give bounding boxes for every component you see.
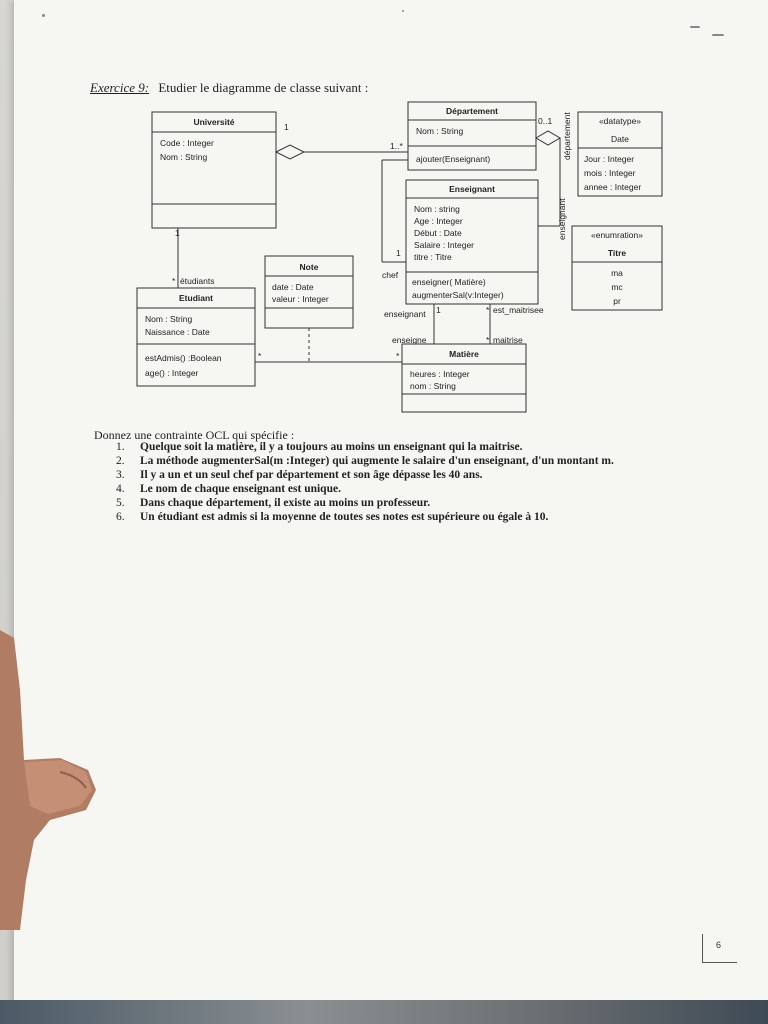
class-attribute: Code : Integer [160,138,214,148]
question-item: 6. Un étudiant est admis si la moyenne de toutes ses notes est supérieure ou égale à 10. [116,511,549,523]
role-label-vertical: enseignant [557,198,567,240]
page-number: 6 [716,940,722,950]
class-attribute: Nom : String [416,126,464,136]
class-attribute: Nom : String [160,152,208,162]
exercise-label: Exercice 9: [90,80,150,95]
class-operation: augmenterSal(v:Integer) [412,290,504,300]
role-label: chef [382,270,399,280]
role-label: étudiants [180,276,215,286]
multiplicity-label: 0..1 [538,116,553,126]
exercise-instruction: Etudier le diagramme de classe suivant : [158,80,369,95]
class-attribute: valeur : Integer [272,294,329,304]
departement-class-name: Département [446,106,498,116]
class-diagram [0,0,768,430]
question-item: 2. La méthode augmenterSal(m :Integer) qui augmente le salaire d'un enseignant, d'un montant m. [116,455,614,467]
background-fabric [0,1000,768,1024]
class-attribute: Nom : string [414,204,460,214]
role-label: enseignant [384,309,426,319]
class-attribute: Salaire : Integer [414,240,475,250]
aggregation-diamond [536,131,560,145]
enum-literal: ma [611,268,623,278]
multiplicity-label: 1 [396,248,401,258]
class-attribute: Jour : Integer [584,154,635,164]
multiplicity-label: 1 [284,122,289,132]
universite-class-box [152,112,276,228]
class-operation: enseigner( Matière) [412,277,486,287]
role-label-vertical: département [562,112,572,160]
etudiant-class-name: Etudiant [179,293,213,303]
class-attribute: titre : Titre [414,252,452,262]
class-operation: ajouter(Enseignant) [416,154,491,164]
note-class-name: Note [299,262,319,272]
question-item: 4. Le nom de chaque enseignant est unique. [116,483,341,495]
class-attribute: Naissance : Date [145,327,210,337]
role-label: enseigne [392,335,427,345]
question-item: 5. Dans chaque département, il existe au moins un professeur. [116,497,431,509]
enum-literal: pr [613,296,621,306]
questions-intro: Donnez une contrainte OCL qui spécifie : [94,428,295,442]
hand-holding-paper [0,630,100,930]
class-attribute: nom : String [410,381,456,391]
enum-literal: mc [611,282,623,292]
class-attribute: date : Date [272,282,314,292]
matiere-class-name: Matière [449,349,479,359]
question-item: 3. Il y a un et un seul chef par département et son âge dépasse les 40 ans. [116,469,483,481]
class-operation: estAdmis() :Boolean [145,353,222,363]
multiplicity-label: * [172,276,176,286]
multiplicity-label: * [486,305,490,315]
multiplicity-label: 1 [436,305,441,315]
role-label: maitrise [493,335,523,345]
class-attribute: Age : Integer [414,216,463,226]
enseignant-class-name: Enseignant [449,184,495,194]
questions-list [116,440,614,524]
universite-class-name: Université [193,117,235,127]
titre-stereotype: «enumration» [591,230,643,240]
role-label: est_maitrisee [493,305,544,315]
question-item: 1. Quelque soit la matière, il y a toujours au moins un enseignant qui la maitrise. [116,441,523,453]
date-stereotype: «datatype» [598,116,642,126]
multiplicity-label: 1..* [390,141,403,151]
class-attribute: Début : Date [414,228,462,238]
class-attribute: Nom : String [145,314,193,324]
class-attribute: heures : Integer [410,369,470,379]
class-operation: age() : Integer [145,368,199,378]
aggregation-diamond [276,145,304,159]
multiplicity-label: * [396,351,400,361]
class-attribute: annee : Integer [584,182,642,192]
class-attribute: mois : Integer [584,168,636,178]
multiplicity-label: * [486,335,490,345]
date-class-name: Date [611,134,629,144]
titre-class-name: Titre [607,248,627,258]
multiplicity-label: * [258,351,262,361]
multiplicity-label: 1 [175,228,180,238]
